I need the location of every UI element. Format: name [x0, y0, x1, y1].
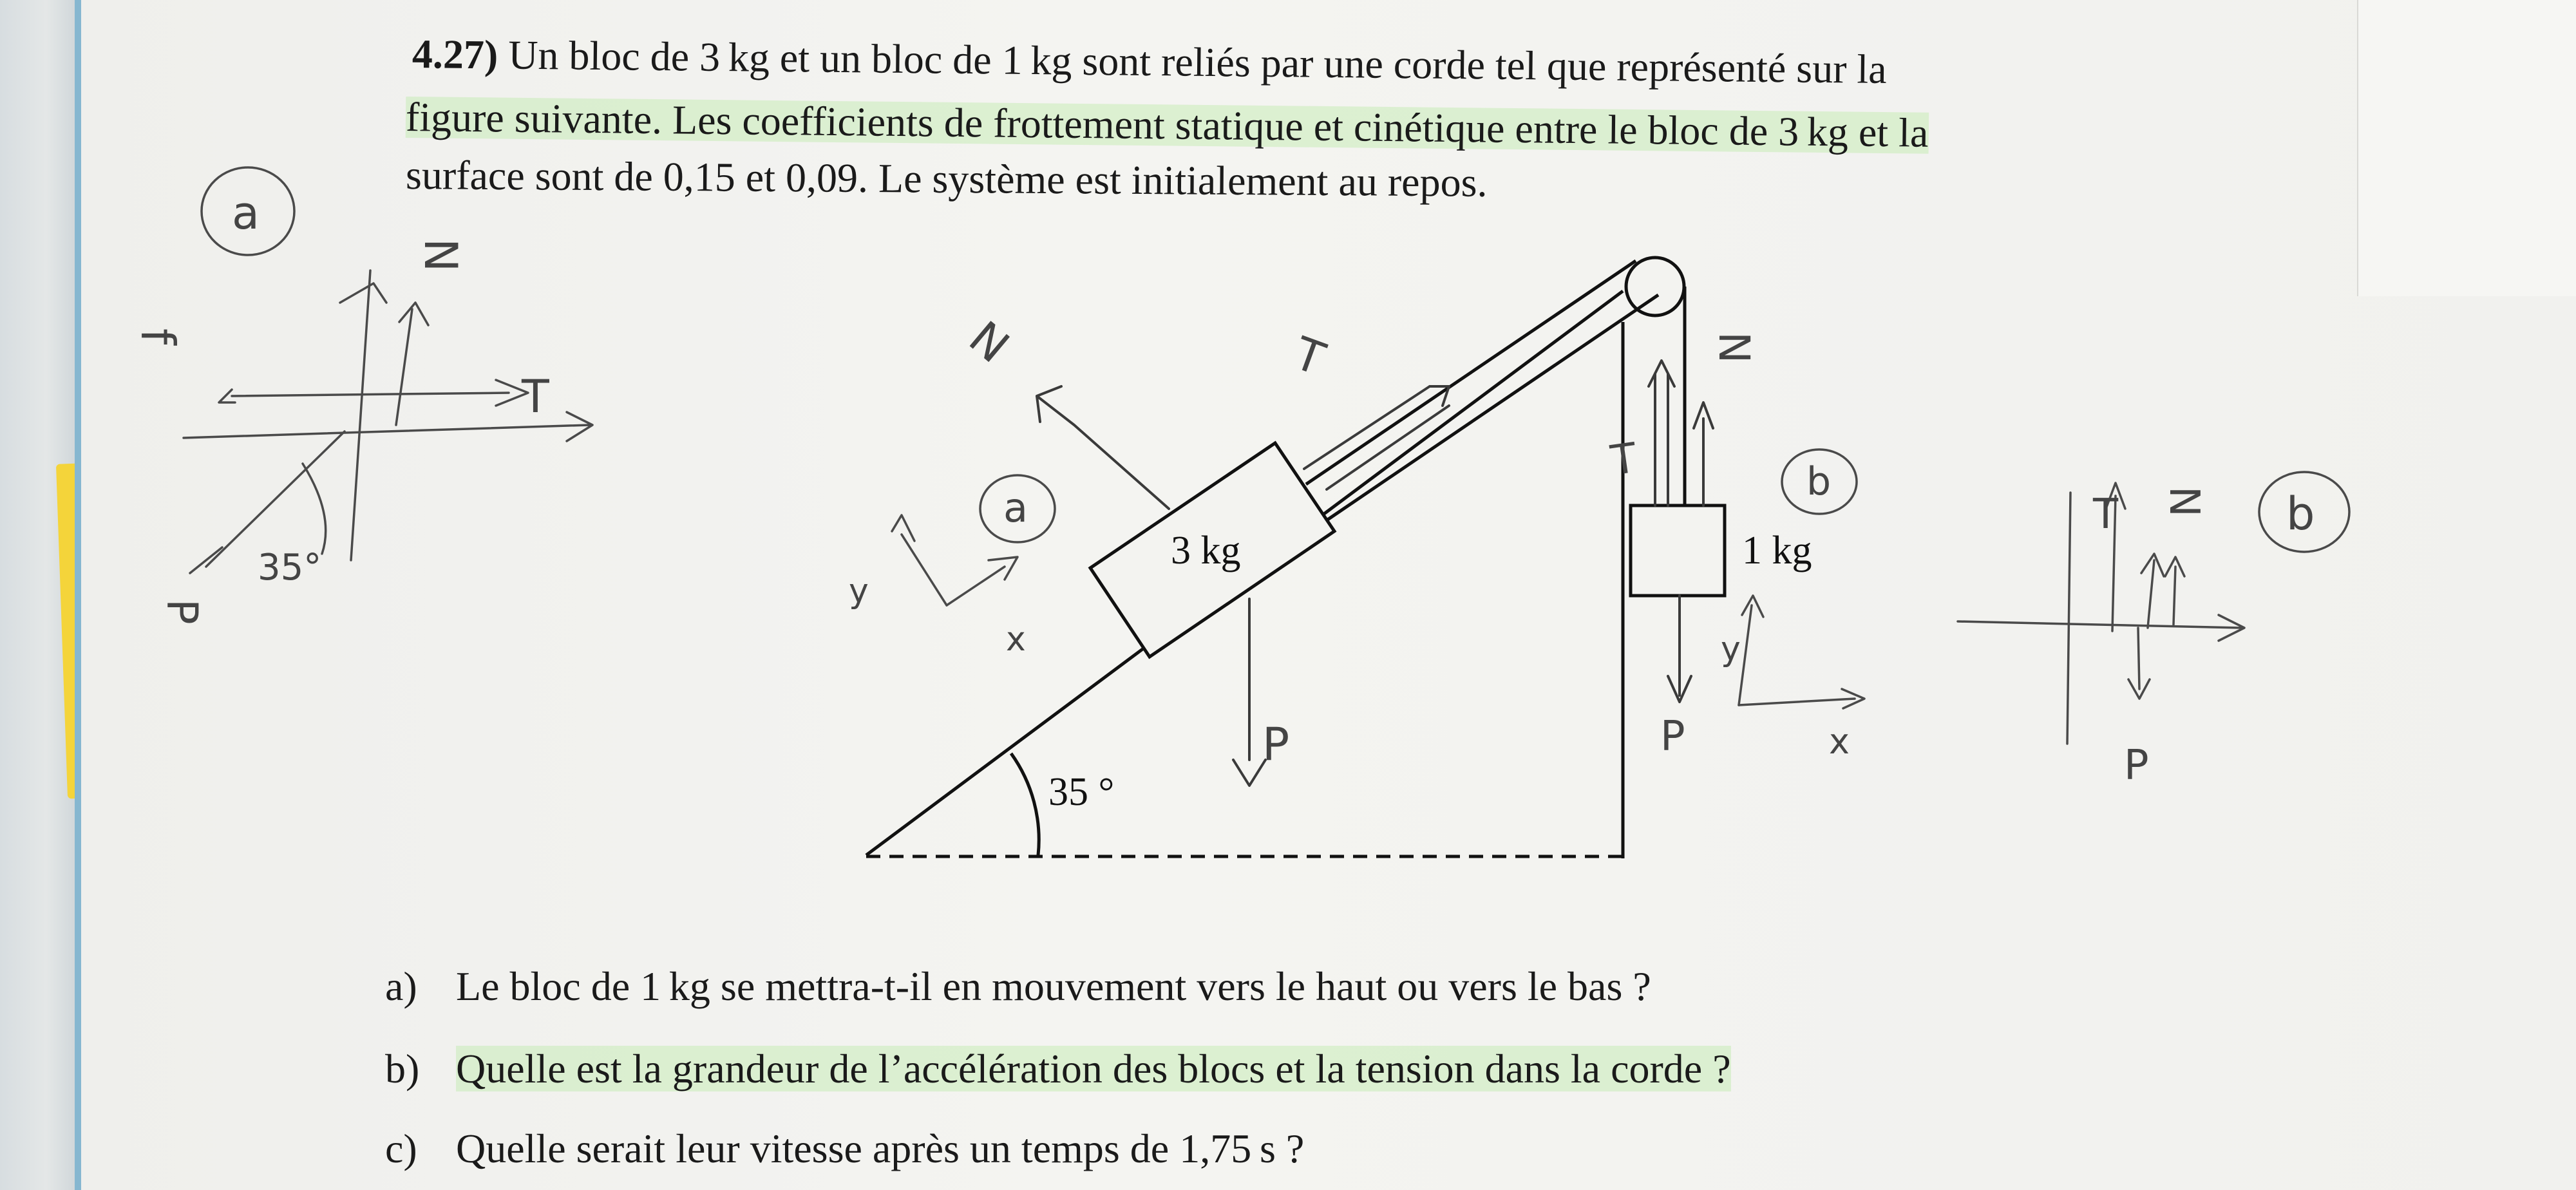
axis-x-label-tilted: x — [1006, 620, 1026, 659]
normal-label-b: N — [2160, 486, 2208, 517]
axis-horizontal-b — [1958, 615, 2244, 641]
statement-text-3: surface sont de 0,15 et 0,09. Le système est initialement au repos. — [405, 152, 1488, 205]
rope-top-1 — [1306, 261, 1636, 484]
axis-y-right — [1739, 596, 1763, 705]
pulley — [1626, 258, 1684, 316]
tension-label-a: T — [522, 370, 549, 423]
axis-y-label-right: y — [1721, 630, 1741, 668]
angle-note-a: 35° — [258, 547, 322, 589]
weight-label-1kg: P — [1660, 713, 1685, 760]
problem-number: 4.27) — [412, 31, 498, 78]
circle-b-right-label: b — [2286, 487, 2315, 540]
weight-label-a: P — [157, 599, 207, 625]
block-1kg-label: 1 kg — [1742, 529, 1812, 572]
tension-label-3kg: T — [1287, 326, 1332, 386]
question-c-letter: c) — [385, 1126, 417, 1171]
question-b — [385, 1048, 1731, 1090]
question-a-text: Le bloc de 1 kg se mettra-t-il en mouvement vers le haut ou vers le bas ? — [456, 963, 1651, 1009]
axis-vertical-a — [340, 270, 386, 560]
axis-y-tilted — [892, 515, 947, 605]
normal-label-a: N — [414, 238, 467, 272]
free-body-diagram-a — [131, 167, 592, 625]
axis-y-label-tilted: y — [849, 572, 869, 610]
question-b-text: Quelle est la grandeur de l’accélération des blocs et la tension dans la corde ? — [456, 1046, 1731, 1091]
angle-arc-a — [303, 464, 326, 554]
angle-label: 35 ° — [1048, 770, 1115, 814]
normal-arrow-3kg — [1037, 386, 1169, 509]
block-3kg-label: 3 kg — [1171, 529, 1241, 572]
circle-a-figure-label: a — [1003, 484, 1028, 531]
weight-label-b: P — [2124, 742, 2149, 789]
normal-label-1kg: N — [1709, 332, 1759, 364]
tension-label-b: T — [2093, 491, 2119, 538]
question-b-letter: b) — [385, 1046, 420, 1091]
tension-arrow-a — [232, 380, 528, 406]
circle-b-figure-label: b — [1806, 459, 1832, 504]
normal-arrow-1kg — [1694, 402, 1713, 505]
weight-label-3kg: P — [1262, 718, 1290, 771]
question-c — [385, 1128, 1304, 1169]
axis-vertical-b — [2067, 493, 2070, 744]
weight-arrow-3kg — [1233, 599, 1265, 786]
question-c-text: Quelle serait leur vitesse après un temps de 1,75 s ? — [456, 1126, 1305, 1171]
friction-label-a: f — [131, 328, 185, 345]
normal-arrow-b — [2141, 554, 2164, 628]
axis-x-tilted — [947, 557, 1018, 605]
weight-arrow-1kg — [1668, 596, 1691, 702]
angle-arc — [1011, 753, 1039, 855]
free-body-diagram-b — [1958, 472, 2349, 789]
question-a-letter: a) — [385, 963, 417, 1009]
normal-arrow-a — [396, 303, 428, 425]
statement-text-2: figure suivante. Les coefficients de frottement statique et cinétique entre le bloc de 3 kg et la — [405, 94, 1929, 156]
statement-text-1: Un bloc de 3 kg et un bloc de 1 kg sont reliés par une corde tel que représenté sur la — [507, 32, 1888, 92]
axis-x-label-right: x — [1829, 721, 1850, 762]
axis-x-right — [1739, 689, 1864, 708]
normal-label-3kg: N — [959, 311, 1019, 373]
circle-a-left-label: a — [232, 187, 260, 240]
rope-top-2 — [1327, 295, 1658, 520]
weight-arrow-b — [2128, 628, 2150, 699]
tension-label-1kg: T — [1607, 434, 1640, 486]
tension-arrow-1kg — [1649, 361, 1674, 505]
block-1kg — [1631, 505, 1725, 596]
normal-arrow-b2 — [2165, 557, 2184, 625]
question-a — [385, 963, 1651, 1009]
